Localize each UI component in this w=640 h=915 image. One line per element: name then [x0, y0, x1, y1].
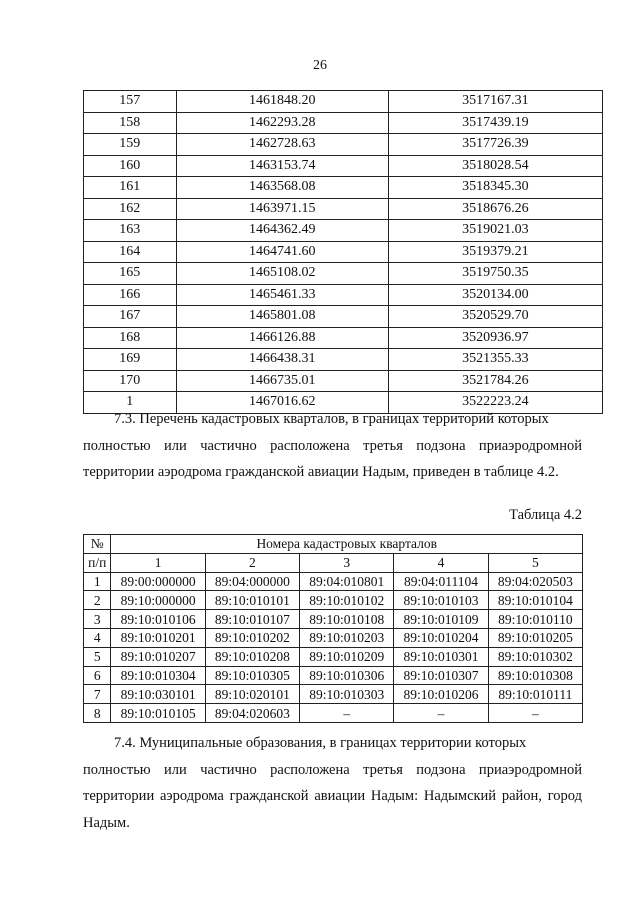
column-number: 3 [300, 553, 394, 572]
table-cell: 1466735.01 [176, 370, 388, 392]
table-cell: 89:04:020503 [488, 572, 582, 591]
num-header-bottom: п/п [84, 553, 111, 572]
table-cell: 89:10:010108 [300, 610, 394, 629]
table-cell: 2 [84, 591, 111, 610]
table-cell: 89:10:010101 [205, 591, 299, 610]
table-cell: 89:10:030101 [111, 685, 205, 704]
cadastral-table [83, 534, 583, 723]
table-cell: 89:10:010304 [111, 666, 205, 685]
table-row [84, 370, 603, 392]
table-cell: 89:04:020603 [205, 704, 299, 723]
table-cell: 160 [84, 155, 177, 177]
table-cell: 1465801.08 [176, 306, 388, 328]
table-cell: 89:04:011104 [394, 572, 488, 591]
table-cell: 89:10:010104 [488, 591, 582, 610]
table-cell: 89:10:010301 [394, 647, 488, 666]
table-cell: 7 [84, 685, 111, 704]
table-cell: 1462728.63 [176, 134, 388, 156]
table-cell: 89:10:010109 [394, 610, 488, 629]
table-cell: 89:10:010203 [300, 628, 394, 647]
table-cell: 165 [84, 263, 177, 285]
table-row [84, 610, 583, 629]
table-row [84, 666, 583, 685]
column-number-row [84, 553, 583, 572]
table-cell: 89:10:010102 [300, 591, 394, 610]
table-cell: 159 [84, 134, 177, 156]
table-cell: 1462293.28 [176, 112, 388, 134]
table-row [84, 241, 603, 263]
table-cell: 1466438.31 [176, 349, 388, 371]
table-cell: 1463153.74 [176, 155, 388, 177]
table-cell: – [394, 704, 488, 723]
table-cell: 3521355.33 [388, 349, 602, 371]
table-cell: 89:10:010201 [111, 628, 205, 647]
table-cell: 89:04:010801 [300, 572, 394, 591]
table-row [84, 134, 603, 156]
table-row [84, 704, 583, 723]
table-row [84, 685, 583, 704]
paragraph-7-3-first-line: 7.3. Перечень кадастровых кварталов, в границах территорий которых [114, 411, 549, 427]
column-number: 2 [205, 553, 299, 572]
table-row [84, 327, 603, 349]
table-cell: 1466126.88 [176, 327, 388, 349]
table-row [84, 591, 583, 610]
table-cell: 3518028.54 [388, 155, 602, 177]
table-cell: 3519021.03 [388, 220, 602, 242]
table-cell: 163 [84, 220, 177, 242]
table-row [84, 112, 603, 134]
table-cell: 167 [84, 306, 177, 328]
table-cell: 89:10:010307 [394, 666, 488, 685]
table-cell: 89:10:010205 [488, 628, 582, 647]
table-row [84, 349, 603, 371]
paragraph-7-4 [83, 730, 582, 836]
table-cell: 1 [84, 392, 177, 414]
table-cell: 89:10:010308 [488, 666, 582, 685]
table-cell: 158 [84, 112, 177, 134]
table-cell: 3518345.30 [388, 177, 602, 199]
table-cell: 89:10:010106 [111, 610, 205, 629]
table-cell: 3517726.39 [388, 134, 602, 156]
column-number: 4 [394, 553, 488, 572]
table-cell: 162 [84, 198, 177, 220]
table-cell: 89:10:010110 [488, 610, 582, 629]
table-cell: 89:10:010306 [300, 666, 394, 685]
table-cell: 89:10:010105 [111, 704, 205, 723]
table-cell: 89:10:010305 [205, 666, 299, 685]
column-number: 5 [488, 553, 582, 572]
table-cell: 1461848.20 [176, 91, 388, 113]
table-cell: 89:10:010204 [394, 628, 488, 647]
table-cell: 1465461.33 [176, 284, 388, 306]
table-cell: 4 [84, 628, 111, 647]
table-row [84, 177, 603, 199]
table-cell: 6 [84, 666, 111, 685]
table-row [84, 220, 603, 242]
table-cell: 3 [84, 610, 111, 629]
table-cell: – [488, 704, 582, 723]
table-cell: 3520134.00 [388, 284, 602, 306]
paragraph-7-3 [83, 406, 582, 486]
table-cell: 3519379.21 [388, 241, 602, 263]
table-cell: 3518676.26 [388, 198, 602, 220]
paragraph-7-4-first-line: 7.4. Муниципальные образования, в границах территории которых [114, 735, 527, 751]
paragraph-7-4-continuation: полностью или частично расположена третья подзона приаэродромной территории аэродрома гражданской авиации Надым: Надымский район, город Надым. [83, 761, 582, 831]
table-cell: 1464741.60 [176, 241, 388, 263]
table-cell: 1464362.49 [176, 220, 388, 242]
cadastral-header-row [84, 535, 583, 554]
table-cell: 164 [84, 241, 177, 263]
coordinates-table [83, 90, 603, 414]
table-cell: 3517439.19 [388, 112, 602, 134]
table-cell: 89:10:020101 [205, 685, 299, 704]
table-cell: 3520936.97 [388, 327, 602, 349]
table-cell: 5 [84, 647, 111, 666]
table-cell: 1467016.62 [176, 392, 388, 414]
table-cell: 89:00:000000 [111, 572, 205, 591]
table-row [84, 155, 603, 177]
table-cell: 3521784.26 [388, 370, 602, 392]
table-cell: 3517167.31 [388, 91, 602, 113]
table-cell: 168 [84, 327, 177, 349]
table-row [84, 91, 603, 113]
table-cell: 89:10:010103 [394, 591, 488, 610]
table-cell: 89:10:010303 [300, 685, 394, 704]
table-cell: 8 [84, 704, 111, 723]
table-row [84, 263, 603, 285]
table-row [84, 198, 603, 220]
table-cell: 3520529.70 [388, 306, 602, 328]
table-cell: 3522223.24 [388, 392, 602, 414]
table-cell: 1465108.02 [176, 263, 388, 285]
table-row [84, 284, 603, 306]
table-cell: 89:10:010111 [488, 685, 582, 704]
table-cell: 89:04:000000 [205, 572, 299, 591]
num-header-top: № [84, 535, 111, 554]
table-cell: 157 [84, 91, 177, 113]
table-cell: 3519750.35 [388, 263, 602, 285]
table-cell: 89:10:010202 [205, 628, 299, 647]
table-cell: 166 [84, 284, 177, 306]
paragraph-7-3-continuation: полностью или частично расположена третья подзона приаэродромной территории аэродрома гражданской авиации Надым, приведен в таблице 4.2. [83, 437, 582, 480]
table-cell: 170 [84, 370, 177, 392]
table-caption: Таблица 4.2 [509, 507, 582, 523]
table-cell: 89:10:010208 [205, 647, 299, 666]
table-row [84, 628, 583, 647]
table-cell: 1 [84, 572, 111, 591]
table-cell: 89:10:010206 [394, 685, 488, 704]
table-row [84, 572, 583, 591]
table-cell: 1463568.08 [176, 177, 388, 199]
table-cell: 161 [84, 177, 177, 199]
table-cell: 89:10:010207 [111, 647, 205, 666]
page-number: 26 [313, 58, 327, 73]
group-header: Номера кадастровых кварталов [111, 535, 583, 554]
table-cell: 89:10:010107 [205, 610, 299, 629]
column-number: 1 [111, 553, 205, 572]
table-cell: 169 [84, 349, 177, 371]
table-cell: 89:10:000000 [111, 591, 205, 610]
table-cell: 89:10:010302 [488, 647, 582, 666]
table-cell: 1463971.15 [176, 198, 388, 220]
table-cell: 89:10:010209 [300, 647, 394, 666]
table-row [84, 647, 583, 666]
table-cell: – [300, 704, 394, 723]
table-row [84, 306, 603, 328]
